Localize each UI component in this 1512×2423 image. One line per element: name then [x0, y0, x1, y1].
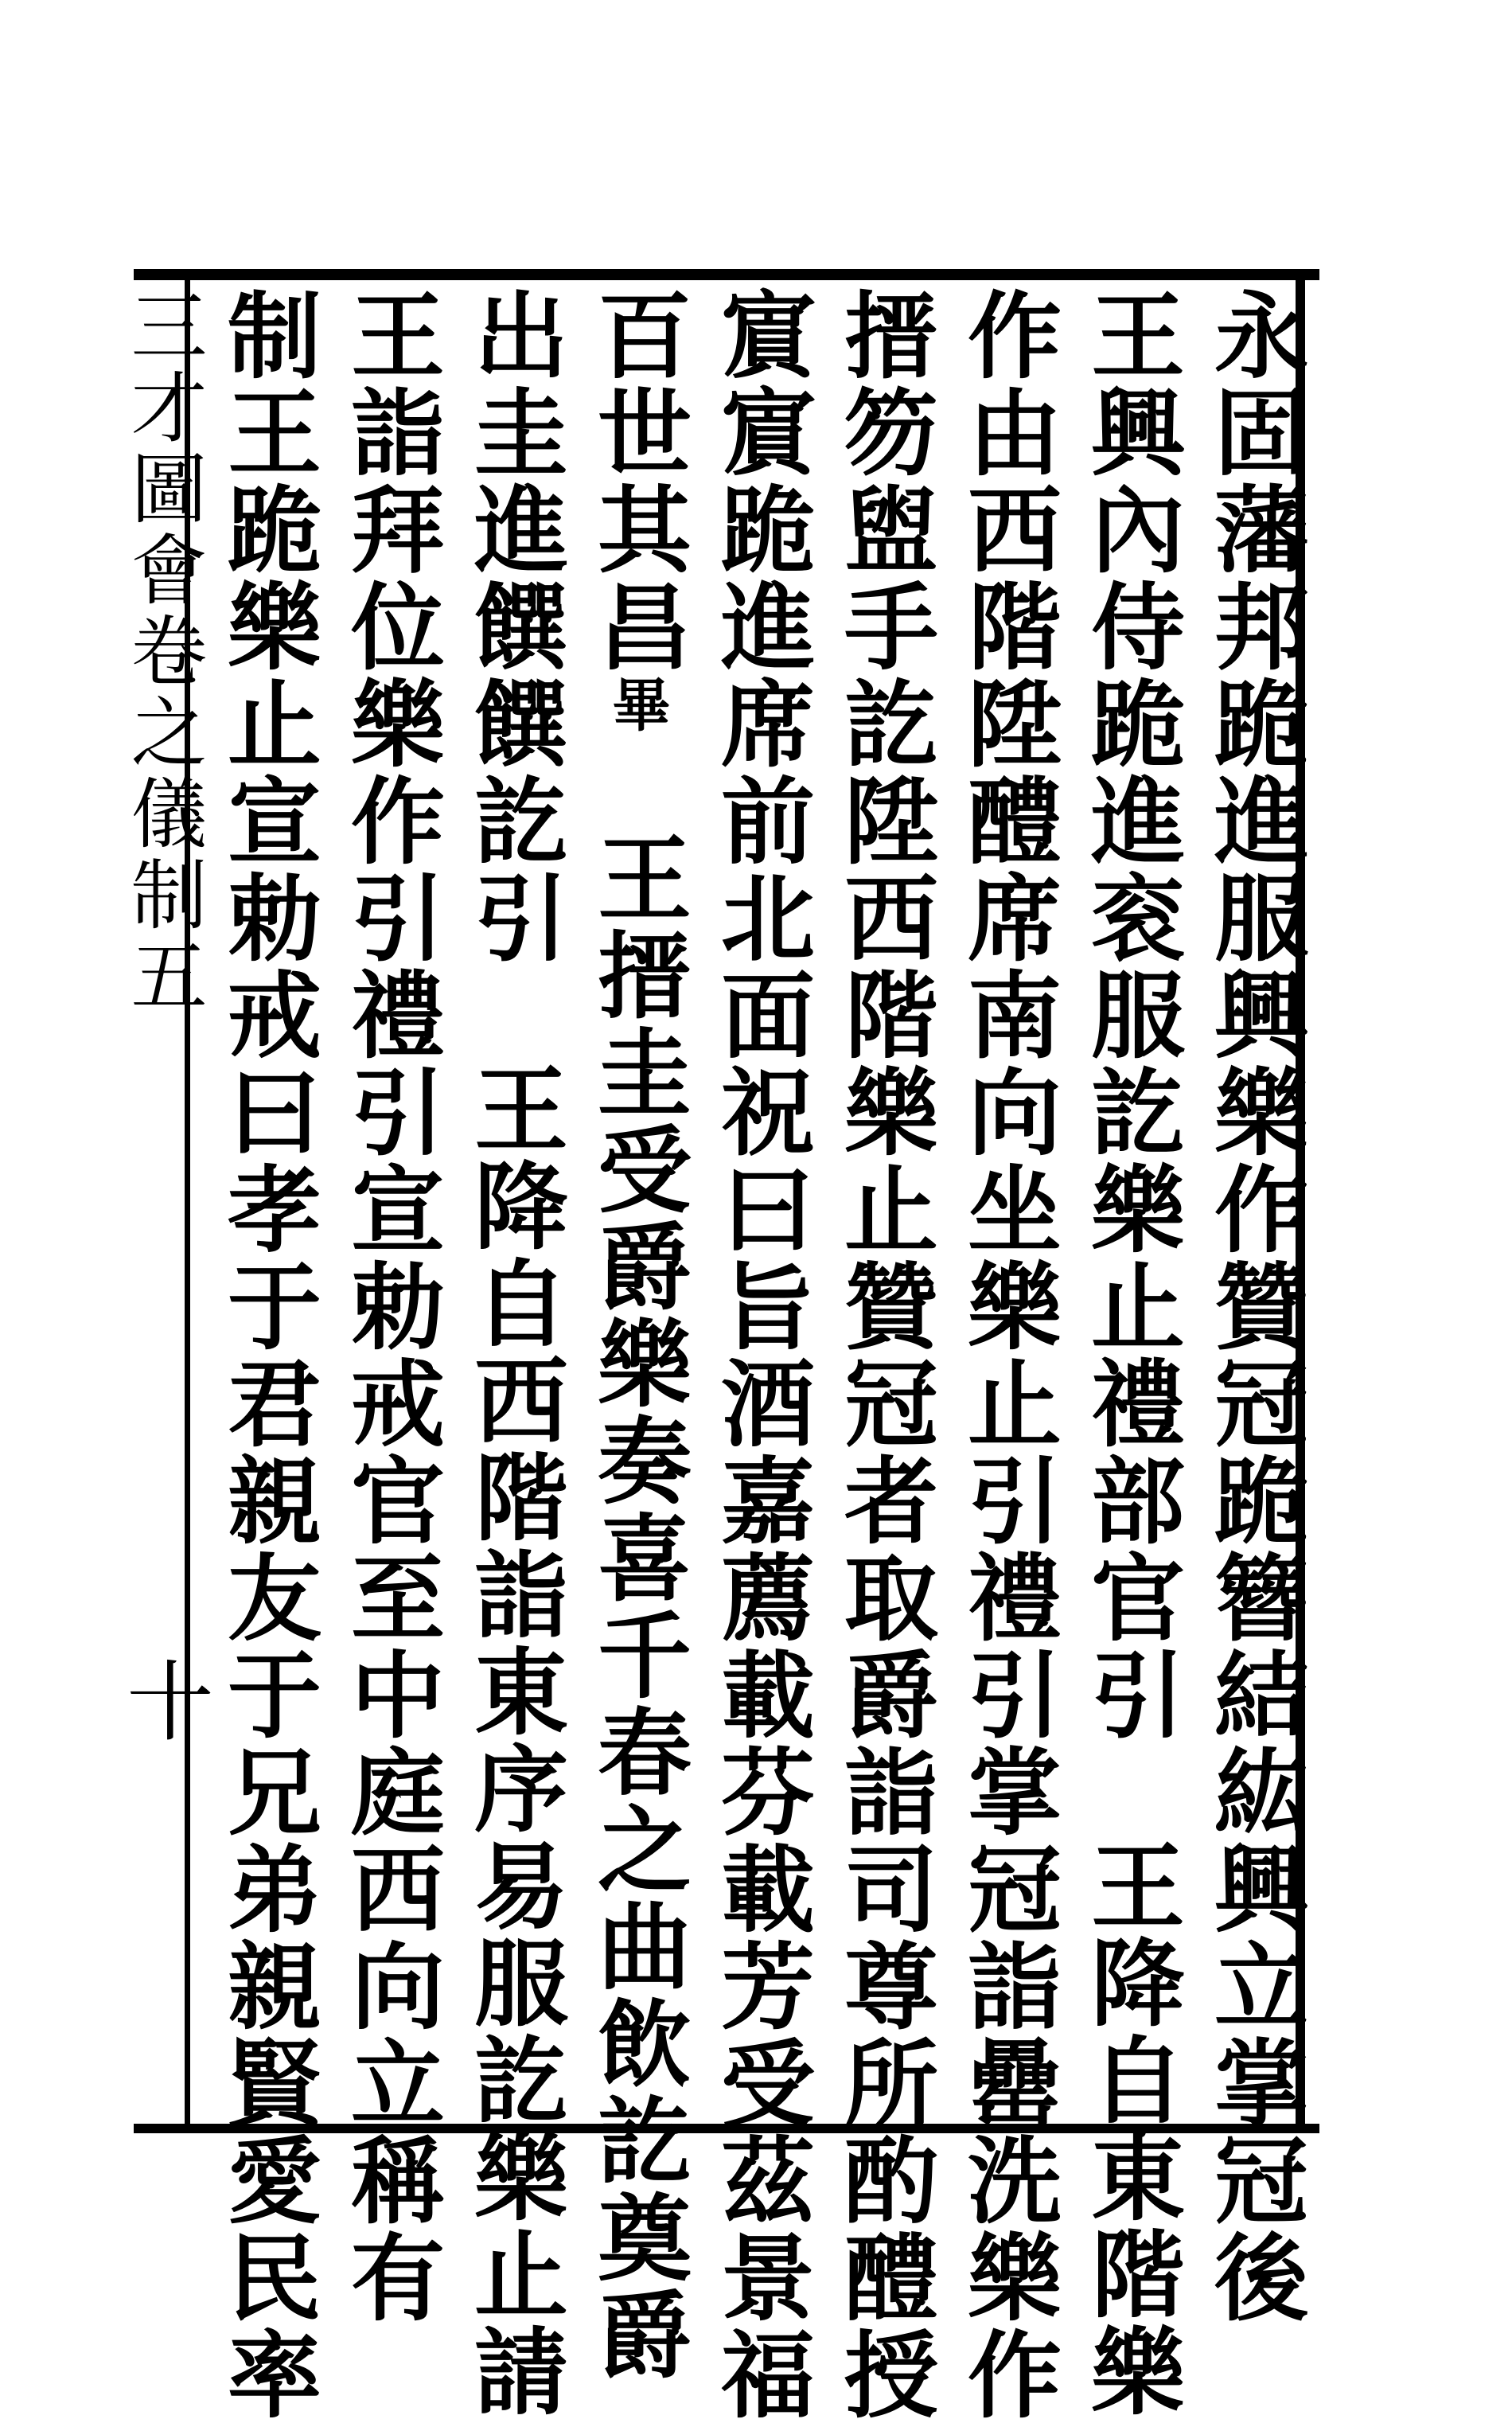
frame-top-border	[134, 269, 1319, 280]
text-column-1	[1194, 287, 1313, 2326]
text-column-6-part-1: 百世其昌	[582, 287, 692, 675]
text-column-2-part-1: 王興內侍跪進衮服訖樂止禮部官引	[1075, 287, 1186, 1743]
small-annotation: 畢	[603, 675, 671, 735]
text-column-9	[207, 287, 326, 2423]
text-column-3	[947, 287, 1066, 2423]
text-column-6	[577, 287, 696, 2383]
text-column-5	[700, 287, 820, 2423]
text-column-7-part-1: 出圭進饌饌訖引	[458, 287, 569, 966]
text-column-6-part-2: 王搢圭受爵樂奏喜千春之曲飲訖奠爵	[582, 829, 692, 2383]
text-column-2-part-2: 王降自東階樂	[1075, 1837, 1186, 2420]
text-column-7	[454, 287, 573, 2420]
text-column-1-part-1: 永固藩邦跪進服興樂作贊冠跪簪結紘興立掌冠後	[1198, 287, 1309, 2326]
text-column-5-part-1: 賔賔跪進席前北面祝曰旨酒嘉薦載芬載芳受茲景福	[705, 287, 816, 2423]
text-column-4-part-1: 搢笏盥手訖陞西階樂止贊冠者取爵詣司尊所酌醴授	[828, 287, 939, 2423]
text-column-2	[1070, 287, 1190, 2420]
text-column-8-part-1: 王詣拜位樂作引禮引宣勅戒官至中庭西向立稱有	[335, 287, 446, 2326]
text-column-9-part-1: 制王跪樂止宣勅戒曰孝于君親友于兄弟親賢愛民率	[212, 287, 322, 2423]
leaf-number: 十	[112, 1656, 214, 1743]
text-column-7-part-2: 王降自西階詣東序易服訖樂止請	[458, 1060, 569, 2420]
margin-title: 三才圖會卷之儀制五	[119, 287, 208, 1017]
text-column-3-part-1: 作由西階陞醴席南向坐樂止引禮引掌冠詣罍洗樂作	[952, 287, 1062, 2423]
text-column-4	[824, 287, 943, 2423]
text-column-8	[330, 287, 450, 2326]
